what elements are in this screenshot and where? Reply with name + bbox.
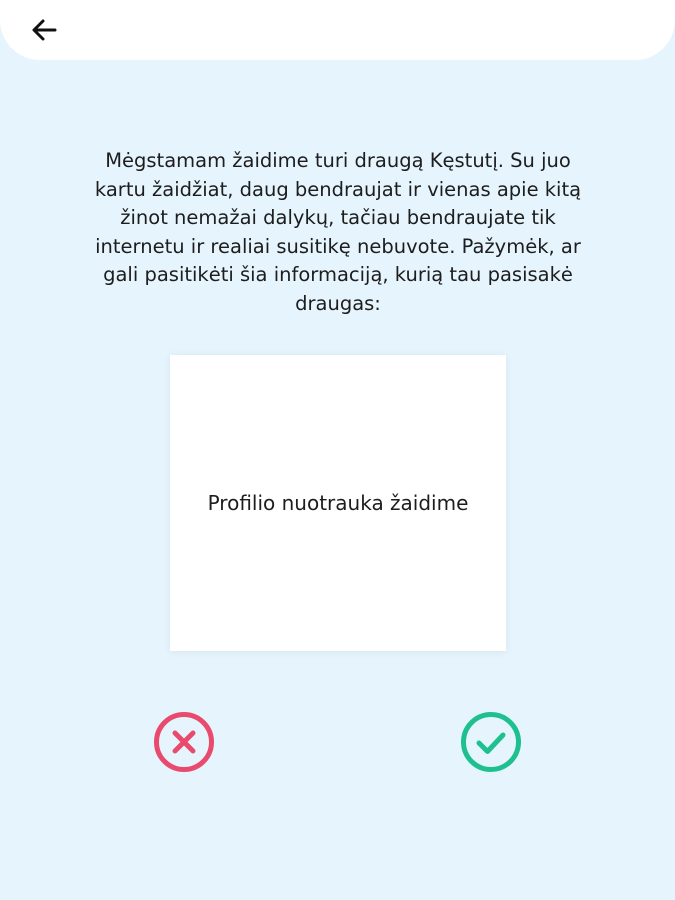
check-circle-icon: [460, 711, 522, 773]
close-circle-icon: [153, 711, 215, 773]
back-button[interactable]: [24, 12, 64, 48]
arrow-left-icon: [29, 15, 59, 45]
question-text: Mėgstamam žaidime turi draugą Kęstutį. Su juo kartu žaidžiat, daug bendraujat ir vienas apie kitą žinot nemažai dalykų, tačiau bendraujate tik internetu ir realiai susitikę nebuvote. Pažymėk, ar gali pasitikėti šia informaciją, kurią tau pasisakė draugas:: [94, 149, 582, 315]
statement-card: [170, 355, 506, 651]
top-bar: [0, 0, 675, 60]
reject-button[interactable]: [153, 711, 215, 773]
statement-card-label: Profilio nuotrauka žaidime: [207, 491, 469, 515]
accept-button[interactable]: [460, 711, 522, 773]
